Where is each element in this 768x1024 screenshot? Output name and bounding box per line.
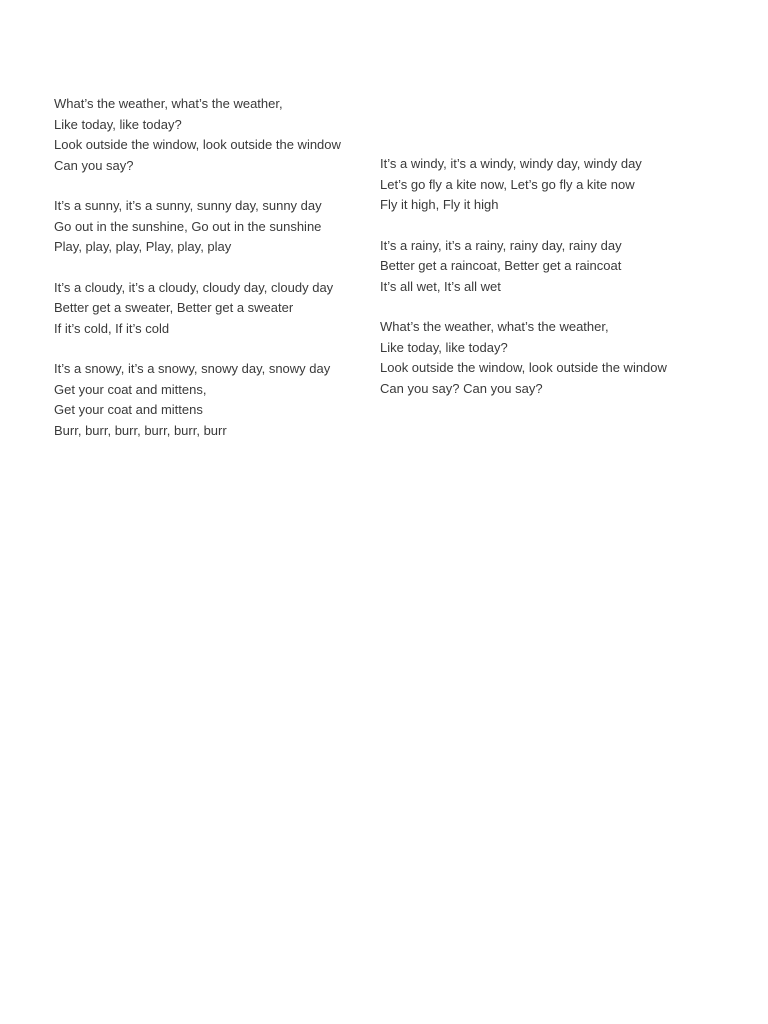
lyric-line: Let’s go fly a kite now, Let’s go fly a kite now xyxy=(380,176,635,192)
lyric-line: Get your coat and mittens xyxy=(54,402,203,417)
stanza xyxy=(380,317,680,399)
stanza xyxy=(54,94,344,176)
lyric-line: Play, play, play, Play, play, play xyxy=(54,239,232,254)
lyric-line: What’s the weather, what’s the weather, xyxy=(380,319,609,334)
lyric-line: It’s a sunny, it’s a sunny, sunny day, sunny day xyxy=(54,198,322,213)
lyric-line: Look outside the window, look outside the window xyxy=(380,360,667,375)
lyric-line: It’s a rainy, it’s a rainy, rainy day, rainy day xyxy=(380,237,622,253)
lyric-line: It’s all wet, It’s all wet xyxy=(380,278,501,294)
lyric-line: Fly it high, Fly it high xyxy=(380,197,499,212)
stanza xyxy=(380,236,680,298)
lyric-line: Like today, like today? xyxy=(380,339,508,355)
lyric-line: It’s a cloudy, it’s a cloudy, cloudy day, cloudy day xyxy=(54,279,334,295)
lyric-line: Get your coat and mittens, xyxy=(54,381,207,397)
stanza xyxy=(54,359,344,441)
lyric-line: Can you say? xyxy=(54,157,134,173)
lyric-line: Better get a raincoat, Better get a raincoat xyxy=(380,258,622,273)
left-column xyxy=(54,94,344,461)
stanza xyxy=(54,278,344,340)
lyric-line: It’s a snowy, it’s a snowy, snowy day, snowy day xyxy=(54,361,331,376)
lyric-line: Burr, burr, burr, burr, burr, burr xyxy=(54,422,227,438)
lyric-line: Like today, like today? xyxy=(54,116,182,132)
lyric-line: What’s the weather, what’s the weather, xyxy=(54,96,283,111)
lyric-line: Look outside the window, look outside the window xyxy=(54,137,341,152)
lyric-line: Better get a sweater, Better get a sweater xyxy=(54,300,294,315)
lyric-line: If it’s cold, If it’s cold xyxy=(54,320,170,336)
right-column xyxy=(380,154,680,419)
stanza xyxy=(54,196,344,258)
lyric-line: It’s a windy, it’s a windy, windy day, windy day xyxy=(380,156,642,171)
lyric-line: Can you say? Can you say? xyxy=(380,380,543,396)
lyric-line: Go out in the sunshine, Go out in the sunshine xyxy=(54,218,322,234)
stanza xyxy=(380,154,680,216)
